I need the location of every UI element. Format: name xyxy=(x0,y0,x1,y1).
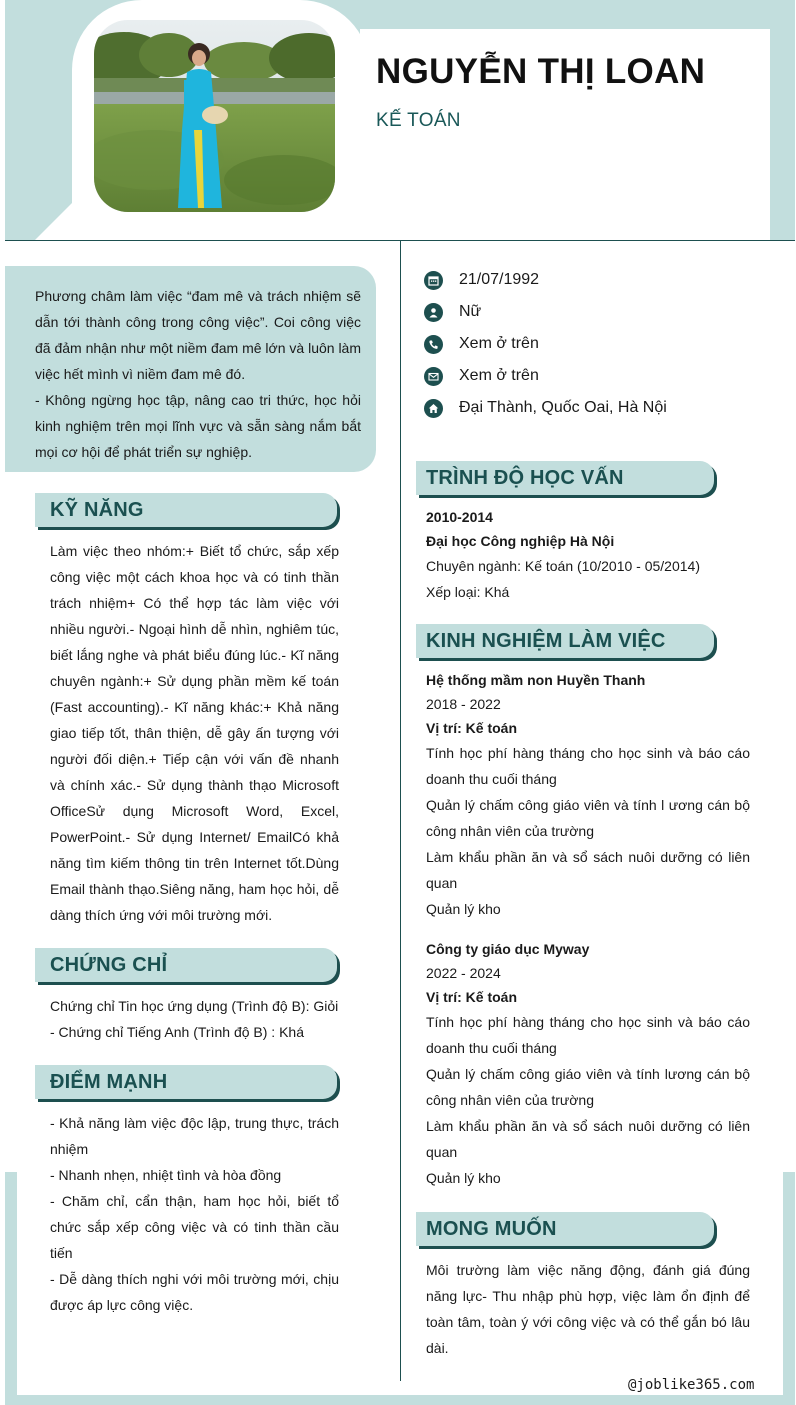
strength-item: - Chăm chỉ, cẩn thận, ham học hỏi, biết tổ chức sắp xếp công việc và có tinh thần cầu tiến xyxy=(50,1193,339,1261)
strength-item: - Dễ dàng thích nghi với môi trường mới, chịu được áp lực công việc. xyxy=(50,1271,339,1313)
strength-item: - Khả năng làm việc độc lập, trung thực, trách nhiệm xyxy=(50,1115,339,1157)
frame-bottom xyxy=(5,1395,795,1405)
certificates-list xyxy=(50,993,339,1045)
education-period: 2010-2014 xyxy=(426,509,493,525)
job-company: Công ty giáo dục Myway xyxy=(426,941,590,957)
job-role: Vị trí: Kế toán xyxy=(426,989,518,1005)
job-company: Hệ thống mầm non Huyền Thanh xyxy=(426,672,646,688)
phone-icon xyxy=(424,335,443,354)
job-duty: Làm khẩu phần ăn và sổ sách nuôi dưỡng có liên quan xyxy=(426,1118,750,1160)
profile-photo xyxy=(94,20,335,212)
person-icon xyxy=(424,303,443,322)
header-corner xyxy=(35,200,75,240)
strengths-title: ĐIỂM MẠNH xyxy=(35,1065,337,1099)
address-value: Đại Thành, Quốc Oai, Hà Nội xyxy=(459,399,667,416)
strengths-list xyxy=(50,1110,339,1318)
goals-title: MONG MUỐN xyxy=(416,1212,714,1246)
certificate-item: Chứng chỉ Tin học ứng dụng (Trình độ B): Giỏi xyxy=(50,998,339,1014)
calendar-icon xyxy=(424,271,443,290)
education-grade: Xếp loại: Khá xyxy=(426,584,510,600)
job-period: 2022 - 2024 xyxy=(426,965,501,981)
birthday-value: 21/07/1992 xyxy=(459,271,540,288)
job-role: Vị trí: Kế toán xyxy=(426,720,518,736)
goals-text: Môi trường làm việc năng động, đánh giá đúng năng lực- Thu nhập phù hợp, việc làm ổn định để toàn tâm, toàn ý với công việc và có thể gắn bó lâu dài. xyxy=(426,1262,750,1356)
candidate-name: NGUYỄN THỊ LOAN xyxy=(376,52,706,91)
strength-item: - Nhanh nhẹn, nhiệt tình và hòa đồng xyxy=(50,1167,282,1183)
phone-value: Xem ở trên xyxy=(459,335,539,352)
experience-job xyxy=(426,668,750,922)
contact-phone xyxy=(424,328,667,360)
job-duty: Quản lý kho xyxy=(426,901,501,917)
job-duty: Quản lý chấm công giáo viên và tính lương cán bộ công nhân viên của trường xyxy=(426,1066,750,1108)
site-watermark: @joblike365.com xyxy=(628,1377,755,1393)
experience-job xyxy=(426,937,750,1191)
contact-address xyxy=(424,392,667,424)
contact-gender xyxy=(424,296,667,328)
contact-birthday xyxy=(424,264,667,296)
job-period: 2018 - 2022 xyxy=(426,696,501,712)
gender-value: Nữ xyxy=(459,303,482,320)
education-major: Chuyên ngành: Kế toán (10/2010 - 05/2014) xyxy=(426,558,700,574)
education-details xyxy=(426,505,750,605)
career-summary xyxy=(5,266,376,472)
mail-icon xyxy=(424,367,443,386)
summary-paragraph: Phương châm làm việc “đam mê và trách nhiệm sẽ dẫn tới thành công trong công việc”. Coi công việc đã đảm nhận như một niềm đam mê lớn và luôn làm việc hết mình vì niềm đam mê đó. xyxy=(35,288,361,382)
job-duty: Làm khẩu phần ăn và sổ sách nuôi dưỡng có liên quan xyxy=(426,849,750,891)
home-icon xyxy=(424,399,443,418)
certificate-item: - Chứng chỉ Tiếng Anh (Trình độ B) : Khá xyxy=(50,1024,304,1040)
job-duty: Tính học phí hàng tháng cho học sinh và báo cáo doanh thu cuối tháng xyxy=(426,745,750,787)
column-divider xyxy=(400,241,401,1381)
job-duty: Quản lý chấm công giáo viên và tính l ương cán bộ công nhân viên của trường xyxy=(426,797,750,839)
education-title: TRÌNH ĐỘ HỌC VẤN xyxy=(416,461,714,495)
skills-title: KỸ NĂNG xyxy=(35,493,337,527)
candidate-position: KẾ TOÁN xyxy=(376,110,461,131)
job-duty: Quản lý kho xyxy=(426,1170,501,1186)
summary-paragraph: - Không ngừng học tập, nâng cao tri thức, học hỏi kinh nghiệm trên mọi lĩnh vực và sẵn sàng nắm bắt mọi cơ hội để phát triển sự nghiệp. xyxy=(35,392,361,460)
job-duty: Tính học phí hàng tháng cho học sinh và báo cáo doanh thu cuối tháng xyxy=(426,1014,750,1056)
frame-right xyxy=(783,1172,795,1400)
frame-left xyxy=(5,1172,17,1400)
education-school: Đại học Công nghiệp Hà Nội xyxy=(426,533,615,549)
skills-text: Làm việc theo nhóm:+ Biết tổ chức, sắp xếp công việc một cách khoa học và có tinh thần trách nhiệm+ Có thể hợp tác làm việc với nhiều người.- Ngoại hình dễ nhìn, nghiêm túc, biết lắng nghe và phát biểu đúng lúc.- Kĩ năng chuyên ngành:+ Sử dụng phần mềm kế toán (Fast accounting).- Kĩ năng khác:+ Khả năng giao tiếp tốt, thân thiện, dễ gây ấn tượng với người đối diện.+ Tiếp cận với vấn đề nhanh và chính xác.- Sử dụng thành thạo Microsoft OfficeSử dụng Microsoft Word, Excel, PowerPoint.- Sử dụng Internet/ EmailCó khả năng tìm kiếm thông tin trên Internet tốt.Dùng Email thành thạo.Siêng năng, ham học hỏi, dễ dàng thích ứng với môi trường mới. xyxy=(50,543,339,923)
certificates-title: CHỨNG CHỈ xyxy=(35,948,337,982)
experience-title: KINH NGHIỆM LÀM VIỆC xyxy=(416,624,714,658)
contact-email xyxy=(424,360,667,392)
contact-info xyxy=(424,264,667,424)
email-value: Xem ở trên xyxy=(459,367,539,384)
